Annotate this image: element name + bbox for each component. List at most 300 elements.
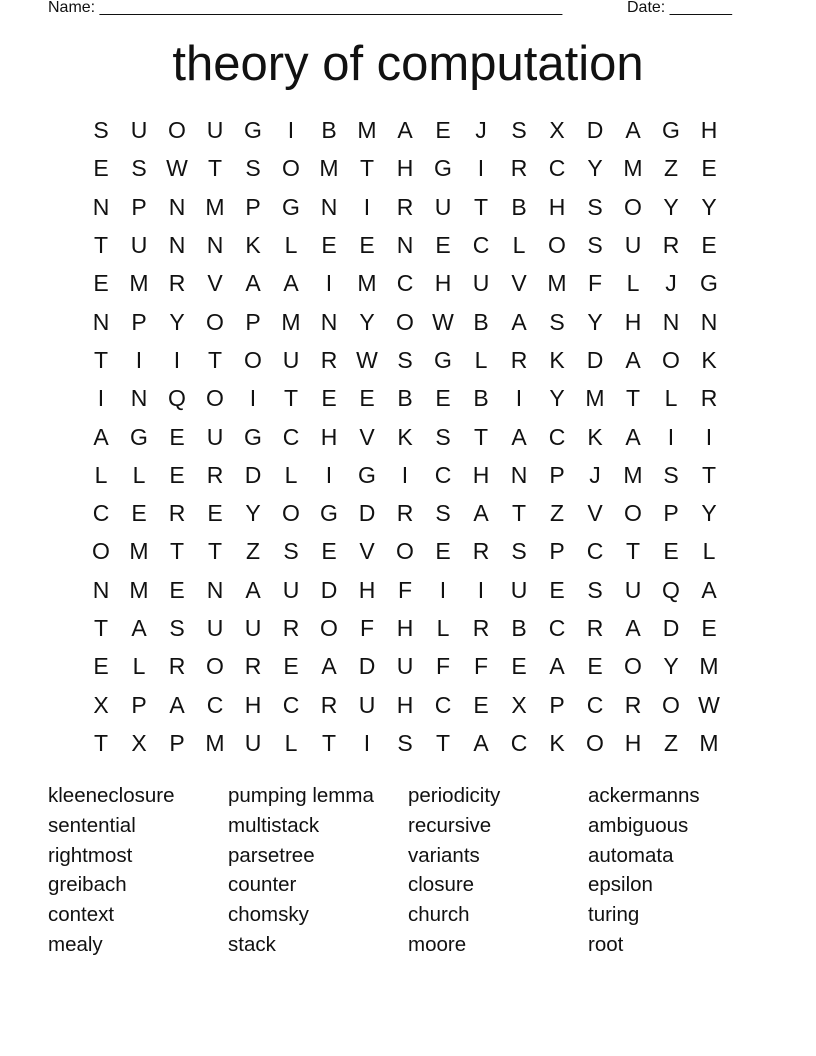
grid-letter: I: [173, 346, 181, 373]
word-column: [588, 781, 768, 960]
grid-letter: U: [358, 691, 376, 718]
word-list-item: epsilon: [588, 873, 653, 897]
grid-letter: M: [205, 729, 225, 756]
grid-letter: H: [434, 270, 452, 297]
grid-letter: S: [587, 232, 603, 259]
grid-letter: O: [206, 653, 224, 680]
grid-letter: M: [547, 270, 567, 297]
grid-letter: G: [282, 193, 300, 220]
grid-letter: U: [206, 117, 224, 144]
grid-letter: O: [662, 691, 680, 718]
grid-letter: P: [549, 691, 565, 718]
grid-letter: E: [93, 653, 109, 680]
grid-letter: P: [131, 308, 147, 335]
grid-letter: E: [321, 232, 337, 259]
grid-letter: E: [169, 461, 185, 488]
grid-letter: S: [435, 423, 451, 450]
grid-letter: M: [129, 270, 149, 297]
grid-letter: P: [549, 461, 565, 488]
grid-letter: T: [625, 385, 641, 412]
grid-letter: R: [396, 193, 414, 220]
grid-letter: O: [662, 346, 680, 373]
grid-letter: A: [93, 423, 109, 450]
grid-letter: A: [625, 423, 641, 450]
page-title: theory of computation: [172, 37, 644, 91]
grid-letter: H: [320, 423, 338, 450]
grid-letter: E: [283, 653, 299, 680]
grid-letter: A: [245, 270, 261, 297]
grid-letter: M: [281, 308, 301, 335]
word-list-item: greibach: [48, 873, 127, 897]
grid-row: [82, 417, 728, 455]
grid-letter: F: [473, 653, 489, 680]
grid-letter: T: [93, 232, 109, 259]
grid-letter: G: [244, 423, 262, 450]
grid-letter: L: [284, 729, 298, 756]
grid-letter: T: [207, 155, 223, 182]
grid-letter: H: [358, 576, 376, 603]
grid-letter: O: [396, 538, 414, 565]
grid-letter: H: [396, 155, 414, 182]
grid-letter: I: [325, 270, 333, 297]
grid-letter: N: [510, 461, 528, 488]
word-column: [408, 781, 588, 960]
grid-letter: E: [435, 117, 451, 144]
grid-letter: L: [132, 461, 146, 488]
grid-letter: N: [168, 193, 186, 220]
grid-letter: Y: [701, 500, 717, 527]
grid-letter: R: [320, 346, 338, 373]
grid-letter: T: [511, 500, 527, 527]
grid-letter: Y: [169, 308, 185, 335]
grid-letter: X: [93, 691, 109, 718]
grid-letter: O: [624, 653, 642, 680]
grid-row: [82, 226, 728, 264]
grid-letter: S: [435, 500, 451, 527]
grid-letter: U: [434, 193, 452, 220]
grid-letter: U: [472, 270, 490, 297]
grid-letter: A: [625, 117, 641, 144]
grid-row: [82, 571, 728, 609]
grid-letter: N: [130, 385, 148, 412]
grid-letter: Y: [587, 308, 603, 335]
grid-letter: H: [700, 117, 718, 144]
word-list-item: context: [48, 903, 115, 927]
grid-letter: E: [511, 653, 527, 680]
grid-letter: V: [207, 270, 223, 297]
grid-letter: C: [548, 423, 566, 450]
grid-letter: O: [548, 232, 566, 259]
grid-letter: I: [705, 423, 713, 450]
grid-letter: O: [282, 500, 300, 527]
grid-letter: R: [510, 155, 528, 182]
grid-letter: T: [207, 538, 223, 565]
grid-letter: O: [92, 538, 110, 565]
grid-letter: L: [702, 538, 716, 565]
grid-letter: E: [435, 385, 451, 412]
grid-letter: X: [549, 117, 565, 144]
grid-letter: E: [93, 270, 109, 297]
grid-letter: O: [586, 729, 604, 756]
grid-letter: D: [586, 117, 604, 144]
grid-letter: R: [396, 500, 414, 527]
grid-letter: E: [663, 538, 679, 565]
grid-letter: A: [245, 576, 261, 603]
grid-letter: F: [587, 270, 603, 297]
grid-letter: C: [282, 423, 300, 450]
grid-letter: N: [206, 232, 224, 259]
grid-letter: M: [699, 729, 719, 756]
word-list-item: church: [408, 903, 470, 927]
grid-letter: T: [93, 615, 109, 641]
grid-letter: H: [624, 308, 642, 335]
grid-letter: M: [357, 117, 377, 144]
grid-letter: T: [701, 461, 717, 488]
grid-letter: G: [434, 155, 452, 182]
grid-letter: C: [472, 232, 490, 259]
grid-letter: C: [434, 691, 452, 718]
grid-row: [82, 341, 728, 379]
grid-letter: X: [131, 729, 147, 756]
word-list-item: chomsky: [228, 903, 309, 927]
grid-letter: N: [92, 308, 110, 335]
grid-letter: U: [244, 729, 262, 756]
grid-letter: Y: [701, 193, 717, 220]
grid-letter: A: [473, 500, 489, 527]
grid-letter: A: [473, 729, 489, 756]
grid-letter: N: [320, 193, 338, 220]
grid-letter: S: [93, 117, 109, 144]
grid-letter: S: [283, 538, 299, 565]
grid-letter: G: [320, 500, 338, 527]
grid-letter: K: [397, 423, 413, 450]
grid-letter: M: [357, 270, 377, 297]
grid-letter: L: [436, 615, 450, 641]
grid-letter: H: [548, 193, 566, 220]
grid-letter: G: [358, 461, 376, 488]
word-list-item: pumping lemma: [228, 784, 374, 807]
name-field-label: Name: ____________________________________________________: [48, 0, 563, 16]
word-list-item: mealy: [48, 932, 103, 956]
grid-row: [82, 149, 728, 187]
grid-letter: V: [511, 270, 527, 297]
grid-letter: C: [396, 270, 414, 297]
grid-letter: H: [244, 691, 262, 718]
grid-letter: A: [511, 308, 527, 335]
grid-letter: I: [667, 423, 675, 450]
grid-letter: M: [129, 538, 149, 565]
grid-letter: I: [97, 385, 105, 412]
grid-letter: S: [245, 155, 261, 182]
grid-letter: L: [512, 232, 526, 259]
grid-letter: P: [549, 538, 565, 565]
grid-letter: O: [396, 308, 414, 335]
grid-letter: D: [586, 346, 604, 373]
grid-letter: M: [205, 193, 225, 220]
grid-letter: R: [586, 615, 604, 641]
grid-row: [82, 302, 728, 340]
grid-letter: G: [700, 270, 718, 297]
grid-letter: U: [206, 423, 224, 450]
grid-letter: R: [624, 691, 642, 718]
grid-letter: W: [166, 155, 188, 182]
grid-letter: A: [549, 653, 565, 680]
grid-letter: A: [283, 270, 299, 297]
grid-letter: E: [359, 385, 375, 412]
grid-row: [82, 609, 728, 647]
grid-letter: C: [510, 729, 528, 756]
grid-letter: R: [168, 653, 186, 680]
grid-letter: Z: [549, 500, 565, 527]
word-list-item: automata: [588, 843, 674, 867]
grid-letter: A: [625, 346, 641, 373]
grid-letter: E: [359, 232, 375, 259]
grid-letter: B: [397, 385, 413, 412]
grid-letter: Y: [663, 193, 679, 220]
grid-letter: D: [358, 653, 376, 680]
grid-letter: Y: [587, 155, 603, 182]
grid-letter: S: [663, 461, 679, 488]
grid-letter: W: [698, 691, 720, 718]
grid-letter: N: [206, 576, 224, 603]
grid-letter: N: [700, 308, 718, 335]
grid-letter: I: [325, 461, 333, 488]
grid-letter: K: [245, 232, 261, 259]
grid-letter: E: [131, 500, 147, 527]
grid-letter: T: [473, 423, 489, 450]
grid-letter: I: [439, 576, 447, 603]
grid-letter: S: [131, 155, 147, 182]
grid-letter: L: [132, 653, 146, 680]
grid-letter: F: [397, 576, 413, 603]
grid-letter: S: [397, 729, 413, 756]
grid-letter: R: [282, 615, 300, 641]
grid-letter: H: [396, 615, 414, 641]
grid-letter: M: [585, 385, 605, 412]
grid-letter: I: [135, 346, 143, 373]
grid-letter: V: [359, 423, 375, 450]
grid-letter: T: [321, 729, 337, 756]
grid-letter: E: [473, 691, 489, 718]
grid-letter: R: [662, 232, 680, 259]
grid-letter: U: [206, 615, 224, 641]
grid-letter: B: [473, 385, 489, 412]
grid-letter: R: [472, 615, 490, 641]
grid-letter: C: [548, 155, 566, 182]
grid-letter: R: [510, 346, 528, 373]
grid-letter: S: [511, 538, 527, 565]
grid-letter: Z: [245, 538, 261, 565]
word-list-item: ambiguous: [588, 813, 689, 837]
grid-letter: T: [435, 729, 451, 756]
word-list-item: periodicity: [408, 784, 501, 807]
grid-letter: P: [245, 193, 261, 220]
grid-letter: E: [435, 232, 451, 259]
word-list-item: rightmost: [48, 843, 133, 867]
word-column: [48, 781, 228, 960]
word-list-item: root: [588, 932, 624, 956]
grid-letter: D: [662, 615, 680, 641]
grid-letter: P: [131, 691, 147, 718]
grid-letter: M: [129, 576, 149, 603]
grid-letter: R: [168, 270, 186, 297]
grid-letter: E: [701, 232, 717, 259]
grid-letter: J: [475, 117, 487, 144]
grid-row: [82, 532, 728, 570]
word-list-item: kleeneclosure: [48, 784, 175, 807]
grid-letter: I: [363, 729, 371, 756]
grid-letter: R: [168, 500, 186, 527]
grid-letter: D: [358, 500, 376, 527]
grid-letter: I: [249, 385, 257, 412]
grid-letter: H: [396, 691, 414, 718]
grid-letter: T: [169, 538, 185, 565]
date-field-label: Date: _______: [627, 0, 732, 16]
grid-letter: O: [320, 615, 338, 641]
grid-letter: I: [477, 576, 485, 603]
grid-letter: R: [206, 461, 224, 488]
word-list-item: multistack: [228, 813, 320, 837]
grid-letter: U: [396, 653, 414, 680]
grid-letter: M: [319, 155, 339, 182]
grid-letter: J: [589, 461, 601, 488]
grid-letter: T: [93, 729, 109, 756]
grid-letter: M: [699, 653, 719, 680]
grid-letter: O: [206, 385, 224, 412]
grid-letter: W: [432, 308, 454, 335]
grid-letter: A: [625, 615, 641, 641]
grid-letter: C: [282, 691, 300, 718]
word-list-item: turing: [588, 903, 640, 927]
grid-letter: L: [474, 346, 488, 373]
grid-letter: R: [244, 653, 262, 680]
grid-letter: S: [549, 308, 565, 335]
grid-letter: E: [321, 385, 337, 412]
word-list-item: ackermanns: [588, 784, 700, 807]
grid-letter: O: [244, 346, 262, 373]
grid-letter: E: [169, 423, 185, 450]
grid-letter: D: [244, 461, 262, 488]
grid-letter: C: [206, 691, 224, 718]
grid-letter: U: [510, 576, 528, 603]
word-list-item: variants: [408, 843, 480, 867]
grid-letter: M: [623, 461, 643, 488]
grid-letter: B: [511, 193, 527, 220]
grid-letter: K: [587, 423, 603, 450]
grid-letter: L: [626, 270, 640, 297]
grid-letter: S: [511, 117, 527, 144]
grid-letter: T: [283, 385, 299, 412]
grid-letter: I: [515, 385, 523, 412]
grid-letter: G: [434, 346, 452, 373]
grid-letter: Y: [245, 500, 261, 527]
grid-letter: U: [244, 615, 262, 641]
word-list: [48, 781, 768, 960]
grid-letter: T: [207, 346, 223, 373]
grid-letter: N: [396, 232, 414, 259]
grid-letter: X: [511, 691, 527, 718]
grid-letter: D: [320, 576, 338, 603]
grid-letter: L: [284, 461, 298, 488]
grid-letter: Z: [663, 155, 679, 182]
word-list-item: recursive: [408, 813, 492, 837]
grid-letter: E: [435, 538, 451, 565]
grid-letter: G: [130, 423, 148, 450]
grid-letter: P: [663, 500, 679, 527]
grid-letter: R: [320, 691, 338, 718]
grid-row: [82, 188, 728, 226]
grid-letter: E: [701, 155, 717, 182]
grid-letter: U: [282, 346, 300, 373]
grid-letter: L: [284, 232, 298, 259]
grid-letter: R: [700, 385, 718, 412]
grid-letter: E: [587, 653, 603, 680]
grid-letter: E: [169, 576, 185, 603]
grid-letter: Y: [549, 385, 565, 412]
grid-letter: H: [624, 729, 642, 756]
grid-letter: N: [92, 576, 110, 603]
grid-letter: S: [397, 346, 413, 373]
grid-letter: I: [363, 193, 371, 220]
grid-letter: T: [625, 538, 641, 565]
grid-letter: E: [93, 155, 109, 182]
grid-letter: I: [287, 117, 295, 144]
grid-letter: F: [359, 615, 375, 641]
grid-row: [82, 494, 728, 532]
grid-letter: F: [435, 653, 451, 680]
grid-letter: P: [245, 308, 261, 335]
word-list-item: stack: [228, 932, 276, 956]
grid-letter: O: [168, 117, 186, 144]
grid-letter: U: [282, 576, 300, 603]
grid-letter: O: [624, 193, 642, 220]
grid-letter: Q: [662, 576, 680, 603]
grid-letter: T: [359, 155, 375, 182]
grid-letter: R: [472, 538, 490, 565]
grid-letter: K: [549, 346, 565, 373]
grid-letter: C: [586, 538, 604, 565]
grid-letter: U: [624, 232, 642, 259]
grid-letter: I: [401, 461, 409, 488]
grid-letter: Y: [359, 308, 375, 335]
grid-letter: C: [586, 691, 604, 718]
grid-letter: E: [321, 538, 337, 565]
grid-letter: U: [130, 232, 148, 259]
grid-letter: L: [94, 461, 108, 488]
grid-letter: P: [169, 729, 185, 756]
grid-letter: B: [321, 117, 337, 144]
grid-letter: M: [623, 155, 643, 182]
grid-letter: W: [356, 346, 378, 373]
grid-letter: B: [473, 308, 489, 335]
grid-letter: S: [587, 576, 603, 603]
grid-letter: Q: [168, 385, 186, 412]
grid-row: [82, 379, 728, 417]
grid-letter: Z: [663, 729, 679, 756]
grid-letter: O: [624, 500, 642, 527]
grid-letter: U: [624, 576, 642, 603]
grid-letter: S: [587, 193, 603, 220]
grid-letter: N: [92, 193, 110, 220]
word-list-item: counter: [228, 873, 297, 897]
word-column: [228, 781, 408, 960]
grid-letter: S: [169, 615, 185, 641]
grid-letter: E: [549, 576, 565, 603]
grid-letter: Y: [663, 653, 679, 680]
grid-letter: A: [169, 691, 185, 718]
grid-letter: T: [473, 193, 489, 220]
grid-letter: G: [244, 117, 262, 144]
